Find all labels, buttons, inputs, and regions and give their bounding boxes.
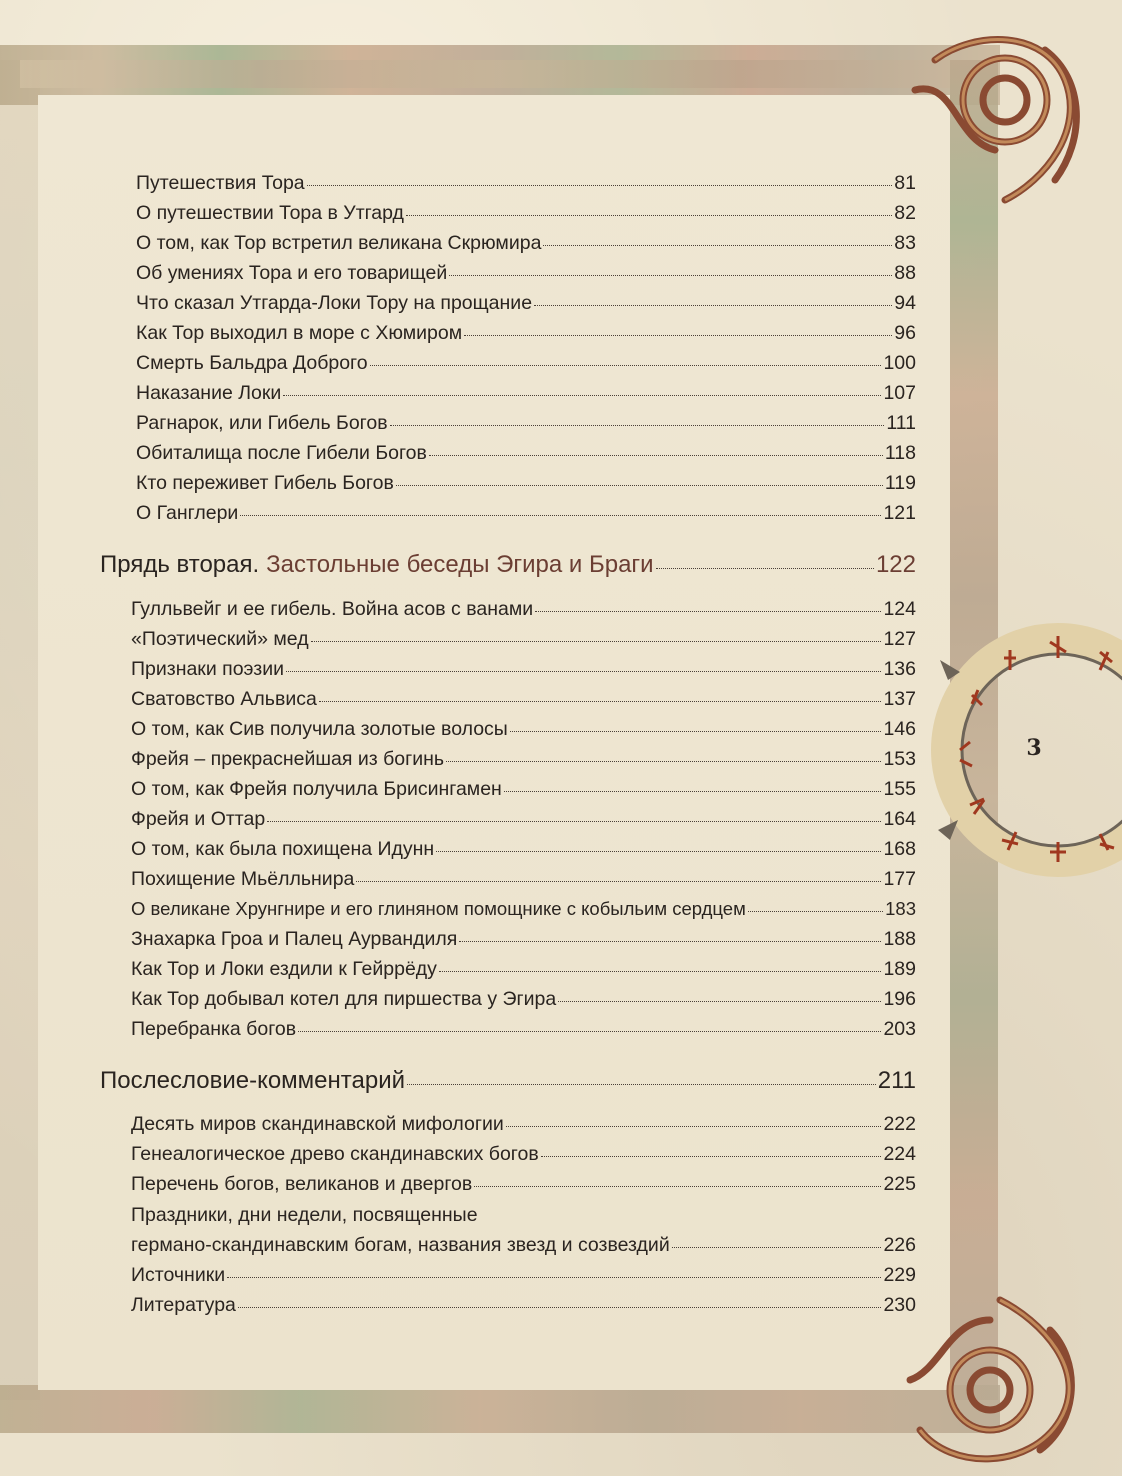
- toc-entry-page: 164: [883, 808, 916, 830]
- toc-leader-dots: [748, 911, 883, 912]
- toc-leader-dots: [436, 851, 881, 852]
- toc-entry-page: 203: [883, 1018, 916, 1040]
- toc-entry-title: О том, как Фрейя получила Брисингамен: [131, 778, 502, 800]
- toc-entry-page: 121: [883, 502, 916, 524]
- toc-entry-page: 100: [883, 352, 916, 374]
- toc-entry-title: Смерть Бальдра Доброго: [136, 352, 368, 374]
- toc-leader-dots: [446, 761, 881, 762]
- toc-entry-page: 119: [884, 472, 916, 494]
- toc-entry-title: О великане Хрунгнире и его глиняном помощнике с кобыльим сердцем: [131, 898, 746, 919]
- toc-leader-dots: [298, 1031, 881, 1032]
- toc-entry-title: Обиталища после Гибели Богов: [136, 442, 427, 464]
- toc-entry[interactable]: [136, 502, 916, 525]
- toc-entry-title: О Ганглери: [136, 502, 239, 524]
- toc-entry[interactable]: [136, 262, 916, 285]
- toc-entry[interactable]: [136, 292, 916, 315]
- toc-leader-dots: [429, 455, 883, 456]
- toc-entry-title: Фрейя и Оттар: [131, 808, 266, 830]
- toc-leader-dots: [286, 671, 881, 672]
- toc-leader-dots: [240, 515, 881, 516]
- toc-entry[interactable]: [131, 958, 916, 981]
- toc-entry-title: германо-скандинавским богам, названия звезд и созвездий: [131, 1234, 670, 1256]
- toc-entry-title: Гулльвейг и ее гибель. Война асов с ванами: [131, 598, 534, 620]
- toc-entry-title: О том, как Сив получила золотые волосы: [131, 718, 508, 740]
- toc-entry-page: 226: [883, 1234, 916, 1256]
- toc-entry-page: 222: [883, 1113, 916, 1135]
- toc-entry-page: 94: [894, 292, 916, 314]
- toc-entry-page: 196: [883, 988, 916, 1010]
- celtic-knot-top-ornament: [895, 20, 1095, 220]
- section-title: Застольные беседы Эгира и Браги: [266, 551, 654, 578]
- toc-entry[interactable]: [131, 718, 916, 741]
- toc-entry[interactable]: [136, 232, 916, 255]
- toc-leader-dots: [543, 245, 892, 246]
- toc-entry[interactable]: [131, 778, 916, 801]
- toc-entry[interactable]: [131, 598, 916, 621]
- toc-section-heading[interactable]: [100, 551, 916, 579]
- toc-entry[interactable]: [131, 1143, 916, 1166]
- toc-entry-title: Сватовство Альвиса: [131, 688, 317, 710]
- toc-entry-title: Об умениях Тора и его товарищей: [136, 262, 448, 284]
- toc-entry-page: 225: [883, 1173, 916, 1195]
- toc-entry[interactable]: [136, 442, 916, 465]
- toc-entry-page: 88: [894, 262, 916, 284]
- toc-entry[interactable]: [136, 352, 916, 375]
- toc-entry[interactable]: [136, 172, 916, 195]
- toc-leader-dots: [656, 568, 874, 569]
- toc-leader-dots: [227, 1277, 881, 1278]
- toc-leader-dots: [506, 1126, 882, 1127]
- toc-entry-page: 107: [883, 382, 916, 404]
- toc-entry-title: Как Тор выходил в море с Хюмиром: [136, 322, 463, 344]
- toc-entry[interactable]: [131, 628, 916, 651]
- frame-left-border: [0, 60, 40, 1400]
- toc-leader-dots: [464, 335, 892, 336]
- toc-entry-page: 82: [894, 202, 916, 224]
- toc-entry-title: Фрейя – прекраснейшая из богинь: [131, 748, 445, 770]
- toc-leader-dots: [311, 641, 882, 642]
- toc-entry[interactable]: [136, 382, 916, 405]
- toc-entry[interactable]: [131, 658, 916, 681]
- toc-entry-title: Как Тор и Локи ездили к Гейррёду: [131, 958, 437, 980]
- toc-entry-page: 81: [894, 172, 916, 194]
- toc-entry[interactable]: [131, 898, 916, 920]
- toc-entry-title: Признаки поэзии: [131, 658, 285, 680]
- toc-leader-dots: [558, 1001, 881, 1002]
- toc-entry-page: 188: [883, 928, 916, 950]
- toc-section-heading[interactable]: [100, 1067, 916, 1095]
- toc-leader-dots: [504, 791, 882, 792]
- toc-leader-dots: [319, 701, 882, 702]
- toc-leader-dots: [356, 881, 881, 882]
- toc-entry-page: 153: [883, 748, 916, 770]
- toc-entry-title: О том, как была похищена Идунн: [131, 838, 435, 860]
- toc-leader-dots: [407, 1084, 876, 1085]
- toc-entry-page: 118: [884, 442, 916, 464]
- toc-entry-page: 168: [883, 838, 916, 860]
- toc-leader-dots: [510, 731, 882, 732]
- toc-entry[interactable]: [136, 472, 916, 495]
- toc-entry-page: 111: [886, 412, 916, 434]
- toc-entry-title: Генеалогическое древо скандинавских богов: [131, 1143, 539, 1165]
- toc-entry[interactable]: [131, 1173, 916, 1196]
- toc-entry-title: Рагнарок, или Гибель Богов: [136, 412, 388, 434]
- toc-entry-title: Как Тор добывал котел для пиршества у Эгира: [131, 988, 557, 1010]
- section-prefix: Прядь вторая.: [100, 551, 260, 578]
- toc-entry[interactable]: [136, 202, 916, 225]
- toc-entry-page: 96: [894, 322, 916, 344]
- toc-entry-page: 229: [883, 1264, 916, 1286]
- toc-entry-title: Похищение Мьёлльнира: [131, 868, 355, 890]
- toc-entry-title: Литература: [131, 1294, 236, 1316]
- toc-entry[interactable]: [131, 868, 916, 891]
- toc-entry[interactable]: [131, 688, 916, 711]
- toc-leader-dots: [396, 485, 883, 486]
- toc-entry-title: Перебранка богов: [131, 1018, 297, 1040]
- toc-entry[interactable]: [131, 748, 916, 771]
- toc-entry-title: Наказание Локи: [136, 382, 282, 404]
- page-number: 3: [1026, 735, 1042, 761]
- toc-entry[interactable]: [136, 412, 916, 435]
- toc-leader-dots: [370, 365, 882, 366]
- toc-entry-page: 155: [883, 778, 916, 800]
- toc-leader-dots: [672, 1247, 882, 1248]
- toc-entry[interactable]: [131, 838, 916, 861]
- toc-leader-dots: [283, 395, 881, 396]
- toc-leader-dots: [307, 185, 893, 186]
- toc-leader-dots: [459, 941, 881, 942]
- toc-entry-title: Знахарка Гроа и Палец Аурвандиля: [131, 928, 458, 950]
- toc-entry-title: Путешествия Тора: [136, 172, 305, 194]
- toc-leader-dots: [541, 1156, 882, 1157]
- toc-entry[interactable]: [131, 1018, 916, 1041]
- toc-entry-page: 136: [883, 658, 916, 680]
- toc-leader-dots: [439, 971, 882, 972]
- toc-entry-first-line[interactable]: Праздники, дни недели, посвященные: [131, 1204, 478, 1226]
- celtic-knot-bottom-ornament: [890, 1280, 1090, 1470]
- toc-entry-page: 189: [883, 958, 916, 980]
- toc-entry[interactable]: [131, 988, 916, 1011]
- toc-entry-page: 230: [883, 1294, 916, 1316]
- toc-leader-dots: [238, 1307, 882, 1308]
- toc-leader-dots: [534, 305, 892, 306]
- toc-entry-page: 183: [885, 898, 916, 919]
- frame-bottom-border: [0, 1385, 1000, 1433]
- toc-leader-dots: [390, 425, 885, 426]
- toc-entry-title: Что сказал Утгарда-Локи Тору на прощание: [136, 292, 533, 314]
- toc-entry-title: О путешествии Тора в Утгард: [136, 202, 404, 224]
- section-title: Послесловие-комментарий: [100, 1067, 406, 1094]
- toc-entry-page: 124: [883, 598, 916, 620]
- toc-entry[interactable]: [131, 1113, 916, 1136]
- toc-entry-title: О том, как Тор встретил великана Скрюмира: [136, 232, 542, 254]
- toc-entry[interactable]: [131, 1294, 916, 1317]
- toc-leader-dots: [267, 821, 881, 822]
- toc-entry-title: «Поэтический» мед: [131, 628, 309, 650]
- toc-entry-page: 177: [883, 868, 916, 890]
- toc-leader-dots: [535, 611, 881, 612]
- toc-entry[interactable]: [131, 1234, 916, 1257]
- toc-entry-title: Кто переживет Гибель Богов: [136, 472, 394, 494]
- toc-entry[interactable]: [131, 808, 916, 831]
- toc-entry-page: 137: [883, 688, 916, 710]
- toc-entry-title: Перечень богов, великанов и двергов: [131, 1173, 473, 1195]
- frame-top-border-inner: [20, 60, 980, 88]
- toc-entry-page: 127: [883, 628, 916, 650]
- toc-leader-dots: [406, 215, 892, 216]
- toc-entry[interactable]: [131, 928, 916, 951]
- toc-entry-page: 83: [894, 232, 916, 254]
- toc-entry[interactable]: [136, 322, 916, 345]
- toc-entry-page: 224: [883, 1143, 916, 1165]
- toc-leader-dots: [449, 275, 892, 276]
- toc-entry-title: Десять миров скандинавской мифологии: [131, 1113, 504, 1135]
- section-page: 211: [877, 1067, 916, 1094]
- toc-entry[interactable]: [131, 1264, 916, 1287]
- toc-entry-page: 146: [883, 718, 916, 740]
- toc-entry-title: Источники: [131, 1264, 226, 1286]
- section-page: 122: [875, 551, 916, 578]
- toc-leader-dots: [474, 1186, 881, 1187]
